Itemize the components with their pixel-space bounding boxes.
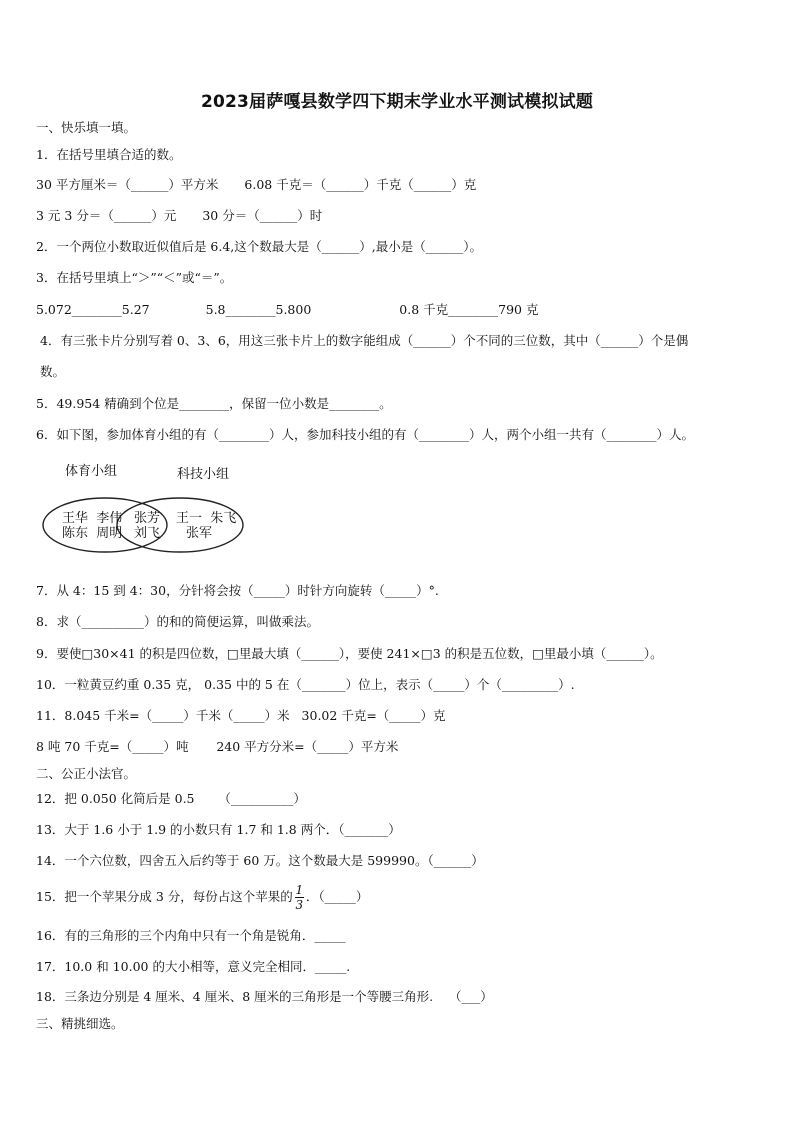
- question-8: 8．求（__________）的和的简便运算，叫做乘法。: [36, 614, 319, 629]
- question-16: 16．有的三角形的三个内角中只有一个角是锐角．_____: [36, 928, 346, 943]
- tech-only-names-row-1: 王一 朱飞: [176, 511, 237, 526]
- tech-only-names-row-2: 张军: [186, 526, 213, 541]
- question-1-part-d: 30 分＝（______）时: [202, 208, 323, 223]
- question-1-row-2: [36, 208, 322, 224]
- question-13: 13．大于 1.6 小于 1.9 的小数只有 1.7 和 1.8 两个．（_______）: [36, 822, 401, 837]
- question-1-part-a: 30 平方厘米＝（______）平方米: [36, 177, 219, 192]
- question-3-part-c: 0.8 千克________790 克: [399, 302, 539, 317]
- question-4-line-1: 4．有三张卡片分别写着 0、3、6，用这三张卡片上的数字能组成（______）个不同的三位数，其中（______）个是偶: [40, 333, 689, 348]
- question-15-answer-blank: ．（_____）: [305, 889, 369, 904]
- sports-only-names-row-2: 陈东 周明: [62, 526, 123, 541]
- question-14: 14．一个六位数，四舍五入后约等于 60 万。这个数最大是 599990。（______）: [36, 853, 484, 868]
- question-7: 7．从 4：15 到 4：30，分针将会按（_____）时针方向旋转（_____）°.: [36, 583, 439, 598]
- question-3: 3．在括号里填上“＞”“＜”或“＝”。: [36, 270, 233, 285]
- section-heading-fill-in: 一、快乐填一填。: [36, 120, 137, 135]
- question-1-part-b: 6.08 千克＝（______）千克（______）克: [244, 177, 477, 192]
- question-1: 1．在括号里填合适的数。: [36, 147, 182, 162]
- fraction-numerator: 1: [295, 883, 304, 897]
- question-4-line-2: 数。: [40, 364, 66, 379]
- question-11-row-2: 8 吨 70 千克=（_____）吨 240 平方分米=（_____）平方米: [36, 739, 399, 754]
- question-3-part-b: 5.8________5.800: [205, 302, 312, 317]
- question-11-row-1: 11．8.045 千米=（_____）千米（_____）米 30.02 千克=（_____）克: [36, 708, 446, 723]
- question-1-row-1: [36, 177, 476, 193]
- question-18: 18．三条边分别是 4 厘米、4 厘米、8 厘米的三角形是一个等腰三角形. （___）: [36, 989, 493, 1004]
- question-2: 2．一个两位小数取近似值后是 6.4,这个数最大是（______）,最小是（______）。: [36, 239, 483, 254]
- question-3-row: [36, 302, 538, 318]
- question-9: 9．要使□30×41 的积是四位数，□里最大填（______），要使 241×□3 的积是五位数，□里最小填（______）。: [36, 646, 663, 661]
- venn-diagram: [40, 463, 250, 563]
- both-groups-names-row-1: 张芳: [134, 511, 161, 526]
- question-10: 10．一粒黄豆约重 0.35 克， 0.35 中的 5 在（_______）位上，表示（_____）个（_________）.: [36, 677, 575, 692]
- page-title: 2023届萨嘎县数学四下期末学业水平测试模拟试题: [200, 92, 594, 112]
- both-groups-names-row-2: 刘飞: [134, 526, 161, 541]
- question-15: [36, 884, 368, 911]
- section-heading-multiple-choice: 三、精挑细选。: [36, 1016, 124, 1031]
- question-6: 6．如下图，参加体育小组的有（________）人，参加科技小组的有（________）人，两个小组一共有（________）人。: [36, 427, 694, 442]
- question-3-part-a: 5.072________5.27: [36, 302, 150, 317]
- question-15-text: 15．把一个苹果分成 3 分，每份占这个苹果的: [36, 889, 293, 904]
- fraction-one-third: [295, 884, 304, 911]
- question-12: 12．把 0.050 化简后是 0.5 （__________）: [36, 791, 306, 806]
- fraction-denominator: 3: [295, 898, 304, 912]
- sports-only-names-row-1: 王华 李伟: [62, 511, 123, 526]
- question-1-part-c: 3 元 3 分＝（______）元: [36, 208, 177, 223]
- question-5: 5．49.954 精确到个位是________，保留一位小数是________。: [36, 396, 392, 411]
- question-17: 17．10.0 和 10.00 的大小相等，意义完全相同．_____.: [36, 959, 351, 974]
- tech-group-label: 科技小组: [177, 467, 230, 482]
- sports-group-label: 体育小组: [65, 464, 118, 479]
- section-heading-true-false: 二、公正小法官。: [36, 766, 137, 781]
